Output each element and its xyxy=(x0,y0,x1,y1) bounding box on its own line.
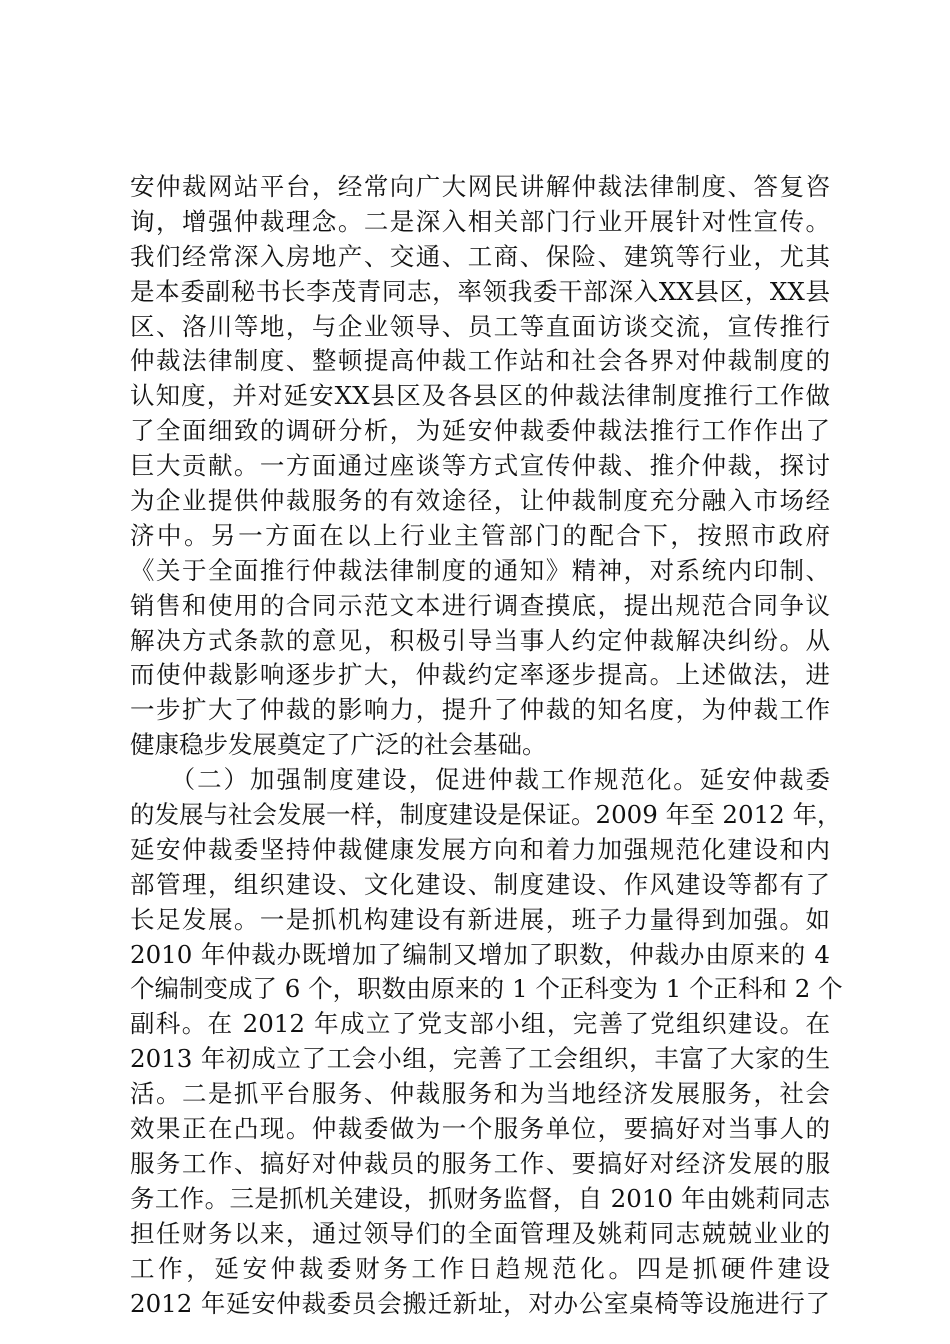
text-line-paragraph-end: 健康稳步发展奠定了广泛的社会基础。 xyxy=(130,730,547,760)
text-line: 为企业提供仲裁服务的有效途径，让仲裁制度充分融入市场经 xyxy=(130,486,830,516)
text-line: 2012 年延安仲裁委员会搬迁新址，对办公室桌椅等设施进行了 xyxy=(130,1288,830,1318)
text-line: 一步扩大了仲裁的影响力，提升了仲裁的知名度，为仲裁工作 xyxy=(130,695,830,725)
text-line: 解决方式条款的意见，积极引导当事人约定仲裁解决纠纷。从 xyxy=(130,625,830,655)
text-line: 仲裁法律制度、整顿提高仲裁工作站和社会各界对仲裁制度的 xyxy=(130,346,830,376)
text-line: 销售和使用的合同示范文本进行调查摸底，提出规范合同争议 xyxy=(130,590,830,620)
text-line: 2010 年仲裁办既增加了编制又增加了职数，仲裁办由原来的 4 xyxy=(130,939,830,969)
text-line: 务工作。三是抓机关建设，抓财务监督，自 2010 年由姚莉同志 xyxy=(130,1183,830,1213)
text-line: 的发展与社会发展一样，制度建设是保证。2009 年至 2012 年， xyxy=(130,800,842,830)
text-line: 巨大贡献。一方面通过座谈等方式宣传仲裁、推介仲裁，探讨 xyxy=(130,451,830,481)
text-line: 活。二是抓平台服务、仲裁服务和为当地经济发展服务，社会 xyxy=(130,1079,830,1109)
text-line: 长足发展。一是抓机构建设有新进展，班子力量得到加强。如 xyxy=(130,904,830,934)
text-line: 服务工作、搞好对仲裁员的服务工作、要搞好对经济发展的服 xyxy=(130,1148,830,1178)
text-line: 安仲裁网站平台，经常向广大网民讲解仲裁法律制度、答复咨 xyxy=(130,172,830,201)
text-line: 2013 年初成立了工会小组，完善了工会组织，丰富了大家的生 xyxy=(130,1044,830,1074)
text-line: 济中。另一方面在以上行业主管部门的配合下，按照市政府 xyxy=(130,520,830,550)
text-line: 区、洛川等地，与企业领导、员工等直面访谈交流，宣传推行 xyxy=(130,311,830,341)
text-line: 《关于全面推行仲裁法律制度的通知》精神，对系统内印制、 xyxy=(130,555,830,585)
text-line: 部管理，组织建设、文化建设、制度建设、作风建设等都有了 xyxy=(130,869,830,899)
text-line: 工作，延安仲裁委财务工作日趋规范化。四是抓硬件建设 xyxy=(130,1253,830,1283)
text-line: 副科。在 2012 年成立了党支部小组，完善了党组织建设。在 xyxy=(130,1009,830,1039)
section-heading-line: （二）加强制度建设，促进仲裁工作规范化。延安仲裁委 xyxy=(130,765,830,795)
text-line: 我们经常深入房地产、交通、工商、保险、建筑等行业，尤其 xyxy=(130,241,830,271)
text-line: 效果正在凸现。仲裁委做为一个服务单位，要搞好对当事人的 xyxy=(130,1114,830,1144)
text-line: 而使仲裁影响逐步扩大，仲裁约定率逐步提高。上述做法，进 xyxy=(130,660,830,690)
text-line: 个编制变成了 6 个，职数由原来的 1 个正科变为 1 个正科和 2 个 xyxy=(130,974,843,1004)
text-line: 担任财务以来，通过领导们的全面管理及姚莉同志兢兢业业的 xyxy=(130,1218,830,1248)
text-line: 了全面细致的调研分析，为延安仲裁委仲裁法推行工作作出了 xyxy=(130,416,830,446)
text-line: 延安仲裁委坚持仲裁健康发展方向和着力加强规范化建设和内 xyxy=(130,834,830,864)
text-line: 认知度，并对延安XX县区及各县区的仲裁法律制度推行工作做 xyxy=(130,381,830,411)
text-line: 是本委副秘书长李茂青同志，率领我委干部深入XX县区，XX县 xyxy=(130,276,830,306)
text-line: 询，增强仲裁理念。二是深入相关部门行业开展针对性宣传。 xyxy=(130,206,830,236)
body-text xyxy=(130,170,843,1321)
